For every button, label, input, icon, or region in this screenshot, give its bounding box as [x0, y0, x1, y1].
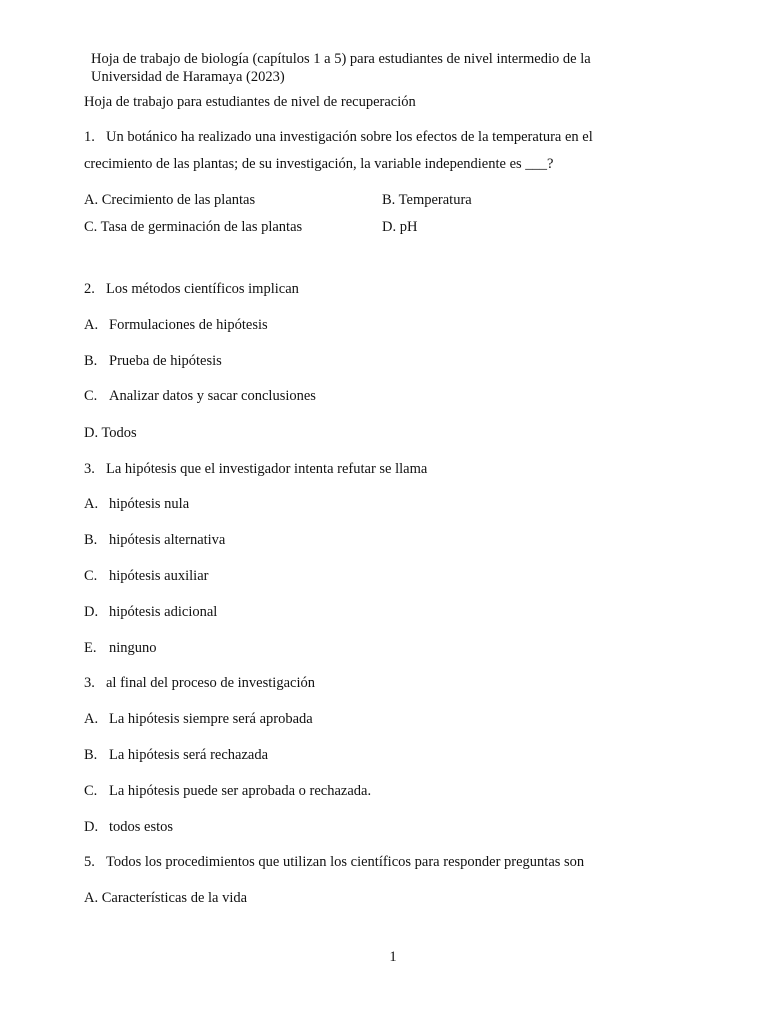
- worksheet-subtitle: Hoja de trabajo para estudiantes de nivel de recuperación: [84, 94, 416, 110]
- option-d: [84, 818, 173, 836]
- option-text: La hipótesis siempre será aprobada: [109, 711, 313, 727]
- option-d: D. pH: [382, 219, 418, 235]
- option-c: [84, 387, 316, 405]
- option-d: D. Todos: [84, 425, 137, 441]
- option-text: La hipótesis puede ser aprobada o rechazada.: [109, 783, 372, 799]
- option-letter: C.: [84, 388, 98, 404]
- option-text: todos estos: [109, 819, 174, 835]
- question-number: 1.: [84, 129, 95, 145]
- option-text: ninguno: [109, 640, 157, 656]
- option-letter: D.: [84, 604, 99, 620]
- option-b: B. Temperatura: [382, 192, 472, 208]
- option-c: [84, 567, 208, 585]
- option-b: [84, 746, 268, 764]
- option-letter: B.: [84, 353, 98, 369]
- question-number: 2.: [84, 281, 95, 297]
- option-letter: C.: [84, 568, 98, 584]
- option-a: [84, 316, 268, 334]
- option-text: hipótesis auxiliar: [109, 568, 209, 584]
- option-letter: B.: [84, 747, 98, 763]
- option-c: [84, 782, 371, 800]
- option-e: [84, 639, 157, 657]
- question-number: 3.: [84, 461, 95, 477]
- option-a: A. Crecimiento de las plantas: [84, 192, 256, 208]
- option-letter: A.: [84, 496, 99, 512]
- option-letter: A.: [84, 317, 99, 333]
- question-5: [84, 853, 584, 871]
- question-number: 3.: [84, 675, 95, 691]
- option-text: hipótesis alternativa: [109, 532, 226, 548]
- question-text: al final del proceso de investigación: [106, 675, 315, 691]
- option-letter: C.: [84, 783, 98, 799]
- option-text: hipótesis nula: [109, 496, 190, 512]
- question-text: Los métodos científicos implican: [106, 281, 299, 297]
- question-1: [84, 128, 593, 146]
- question-4: [84, 674, 315, 692]
- question-text: Todos los procedimientos que utilizan los científicos para responder preguntas son: [106, 854, 585, 870]
- question-2: [84, 280, 299, 298]
- option-letter: A.: [84, 711, 99, 727]
- question-text: La hipótesis que el investigador intenta refutar se llama: [106, 461, 428, 477]
- option-a: [84, 710, 313, 728]
- option-letter: B.: [84, 532, 98, 548]
- option-text: hipótesis adicional: [109, 604, 218, 620]
- question-text: Un botánico ha realizado una investigación sobre los efectos de la temperatura en el: [106, 129, 593, 145]
- question-number: 5.: [84, 854, 95, 870]
- option-text: La hipótesis será rechazada: [109, 747, 269, 763]
- option-b: [84, 531, 225, 549]
- option-c: C. Tasa de germinación de las plantas: [84, 219, 303, 235]
- option-letter: D.: [84, 819, 99, 835]
- question-1-continuation: crecimiento de las plantas; de su investigación, la variable independiente es ___?: [84, 156, 554, 172]
- question-3: [84, 460, 427, 478]
- page-number: 1: [389, 949, 397, 965]
- option-a: A. Características de la vida: [84, 890, 248, 906]
- option-b: [84, 352, 222, 370]
- option-text: Analizar datos y sacar conclusiones: [109, 388, 316, 404]
- option-text: Prueba de hipótesis: [109, 353, 222, 369]
- option-text: Formulaciones de hipótesis: [109, 317, 268, 333]
- worksheet-title: Hoja de trabajo de biología (capítulos 1 a 5) para estudiantes de nivel intermedio de la Universidad de Haramaya (2023): [91, 51, 591, 85]
- option-a: [84, 495, 189, 513]
- option-letter: E.: [84, 640, 97, 656]
- option-d: [84, 603, 217, 621]
